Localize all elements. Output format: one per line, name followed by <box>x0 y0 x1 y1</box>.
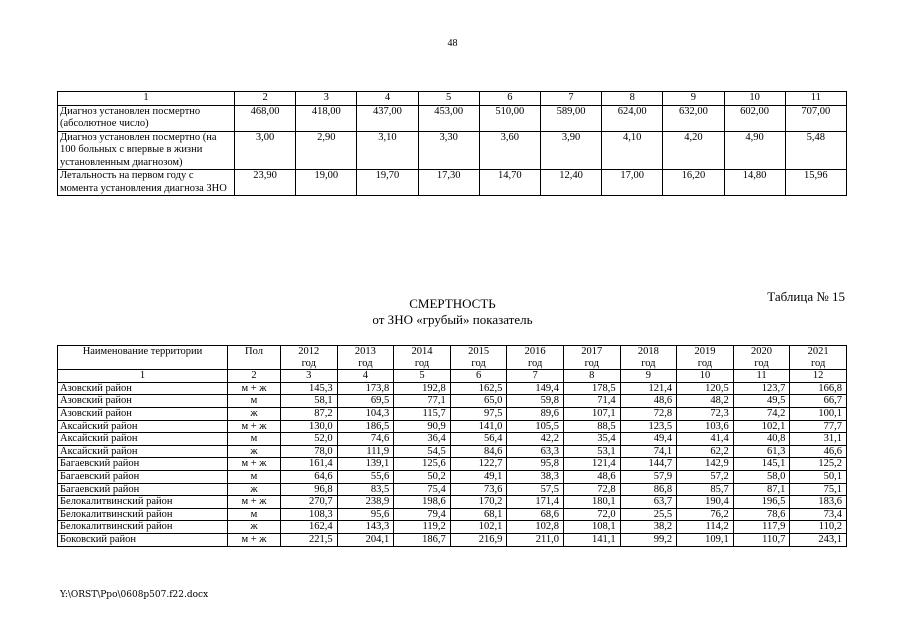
value-cell: 25,5 <box>620 508 677 521</box>
value-cell: 14,80 <box>724 170 785 196</box>
territory-cell: Аксайский район <box>58 420 228 433</box>
value-cell: 183,6 <box>790 496 847 509</box>
value-cell: 120,5 <box>677 382 734 395</box>
table-row <box>58 395 847 408</box>
value-cell: 66,7 <box>790 395 847 408</box>
value-cell: 108,3 <box>281 508 338 521</box>
value-cell: 57,9 <box>620 470 677 483</box>
header-year-suffix: год <box>414 357 430 369</box>
column-number-cell: 6 <box>450 370 507 383</box>
value-cell: 4,90 <box>724 131 785 170</box>
header-sex: Пол <box>228 346 281 370</box>
value-cell: 130,0 <box>281 420 338 433</box>
value-cell: 19,00 <box>296 170 357 196</box>
value-cell: 38,3 <box>507 470 564 483</box>
value-cell: 3,10 <box>357 131 418 170</box>
column-number-cell: 2 <box>235 92 296 106</box>
header-year <box>394 346 451 370</box>
value-cell: 72,3 <box>677 407 734 420</box>
value-cell: 123,7 <box>733 382 790 395</box>
value-cell: 125,6 <box>394 458 451 471</box>
value-cell: 86,8 <box>620 483 677 496</box>
table-row <box>58 496 847 509</box>
column-number-cell: 5 <box>394 370 451 383</box>
value-cell: 46,6 <box>790 445 847 458</box>
title-main: СМЕРТНОСТЬ <box>409 296 496 311</box>
column-number-cell: 9 <box>620 370 677 383</box>
value-cell: 3,00 <box>235 131 296 170</box>
value-cell: 111,9 <box>337 445 394 458</box>
value-cell: 77,1 <box>394 395 451 408</box>
territory-cell: Багаевский район <box>58 483 228 496</box>
territory-cell: Боковский район <box>58 533 228 546</box>
column-number-cell: 4 <box>337 370 394 383</box>
value-cell: 171,4 <box>507 496 564 509</box>
value-cell: 589,00 <box>540 105 601 131</box>
value-cell: 87,1 <box>733 483 790 496</box>
value-cell: 166,8 <box>790 382 847 395</box>
value-cell: 68,6 <box>507 508 564 521</box>
sex-cell: м <box>228 433 281 446</box>
territory-cell: Белокалитвинский район <box>58 521 228 534</box>
value-cell: 104,3 <box>337 407 394 420</box>
value-cell: 65,0 <box>450 395 507 408</box>
value-cell: 59,8 <box>507 395 564 408</box>
value-cell: 64,6 <box>281 470 338 483</box>
value-cell: 78,6 <box>733 508 790 521</box>
header-year-value: 2016 <box>524 346 546 357</box>
value-cell: 110,2 <box>790 521 847 534</box>
table-row <box>58 105 847 131</box>
value-cell: 102,1 <box>450 521 507 534</box>
header-year-value: 2015 <box>468 346 490 357</box>
territory-cell: Азовский район <box>58 395 228 408</box>
value-cell: 142,9 <box>677 458 734 471</box>
table-row <box>58 131 847 170</box>
value-cell: 63,3 <box>507 445 564 458</box>
table-row <box>58 407 847 420</box>
value-cell: 204,1 <box>337 533 394 546</box>
column-number-cell: 11 <box>733 370 790 383</box>
value-cell: 75,4 <box>394 483 451 496</box>
value-cell: 76,2 <box>677 508 734 521</box>
table-row <box>58 470 847 483</box>
column-number-cell: 1 <box>58 370 228 383</box>
table-title <box>0 296 905 328</box>
header-year-suffix: год <box>528 357 543 369</box>
value-cell: 14,70 <box>479 170 540 196</box>
value-cell: 139,1 <box>337 458 394 471</box>
value-cell: 97,5 <box>450 407 507 420</box>
row-label-cell: Диагноз установлен посмертно (на 100 больных с впервые в жизни установленным диагнозом) <box>58 131 235 170</box>
column-number-cell: 7 <box>507 370 564 383</box>
column-number-cell: 6 <box>479 92 540 106</box>
column-number-cell: 11 <box>785 92 846 106</box>
value-cell: 48,6 <box>620 395 677 408</box>
column-number-cell: 9 <box>663 92 724 106</box>
header-year-value: 2018 <box>637 346 659 357</box>
value-cell: 186,7 <box>394 533 451 546</box>
column-number-cell: 2 <box>228 370 281 383</box>
value-cell: 61,3 <box>733 445 790 458</box>
value-cell: 75,1 <box>790 483 847 496</box>
header-year-value: 2017 <box>581 346 603 357</box>
value-cell: 88,5 <box>563 420 620 433</box>
header-year-suffix: год <box>358 357 373 369</box>
mortality-numbering-row <box>58 370 847 383</box>
header-year <box>620 346 677 370</box>
header-year <box>450 346 507 370</box>
sex-cell: м + ж <box>228 496 281 509</box>
table-row <box>58 382 847 395</box>
value-cell: 55,6 <box>337 470 394 483</box>
value-cell: 211,0 <box>507 533 564 546</box>
value-cell: 186,5 <box>337 420 394 433</box>
territory-cell: Белокалитвинский район <box>58 508 228 521</box>
value-cell: 54,5 <box>394 445 451 458</box>
column-number-cell: 7 <box>540 92 601 106</box>
column-number-cell: 10 <box>677 370 734 383</box>
value-cell: 162,4 <box>281 521 338 534</box>
value-cell: 95,6 <box>337 508 394 521</box>
value-cell: 468,00 <box>235 105 296 131</box>
header-year-suffix: год <box>471 357 486 369</box>
value-cell: 62,2 <box>677 445 734 458</box>
sex-cell: м + ж <box>228 420 281 433</box>
value-cell: 17,30 <box>418 170 479 196</box>
sex-cell: ж <box>228 445 281 458</box>
value-cell: 41,4 <box>677 433 734 446</box>
value-cell: 453,00 <box>418 105 479 131</box>
value-cell: 79,4 <box>394 508 451 521</box>
row-label-cell: Диагноз установлен посмертно (абсолютное число) <box>58 105 235 131</box>
value-cell: 198,6 <box>394 496 451 509</box>
value-cell: 141,0 <box>450 420 507 433</box>
value-cell: 83,5 <box>337 483 394 496</box>
table-row <box>58 420 847 433</box>
table-row <box>58 445 847 458</box>
value-cell: 105,5 <box>507 420 564 433</box>
header-year <box>563 346 620 370</box>
value-cell: 72,8 <box>620 407 677 420</box>
value-cell: 90,9 <box>394 420 451 433</box>
value-cell: 121,4 <box>620 382 677 395</box>
value-cell: 96,8 <box>281 483 338 496</box>
header-year-value: 2014 <box>411 346 433 357</box>
value-cell: 49,5 <box>733 395 790 408</box>
header-year-suffix: год <box>641 357 656 369</box>
value-cell: 49,4 <box>620 433 677 446</box>
sex-cell: м + ж <box>228 533 281 546</box>
title-subtitle: от ЗНО «грубый» показатель <box>372 312 533 327</box>
territory-cell: Багаевский район <box>58 458 228 471</box>
value-cell: 180,1 <box>563 496 620 509</box>
value-cell: 117,9 <box>733 521 790 534</box>
table-row <box>58 433 847 446</box>
value-cell: 4,20 <box>663 131 724 170</box>
column-number-cell: 5 <box>418 92 479 106</box>
value-cell: 143,3 <box>337 521 394 534</box>
value-cell: 149,4 <box>507 382 564 395</box>
value-cell: 243,1 <box>790 533 847 546</box>
territory-cell: Азовский район <box>58 407 228 420</box>
table-row <box>58 508 847 521</box>
value-cell: 3,30 <box>418 131 479 170</box>
column-number-cell: 3 <box>281 370 338 383</box>
value-cell: 510,00 <box>479 105 540 131</box>
value-cell: 58,0 <box>733 470 790 483</box>
value-cell: 109,1 <box>677 533 734 546</box>
value-cell: 114,2 <box>677 521 734 534</box>
value-cell: 71,4 <box>563 395 620 408</box>
territory-cell: Аксайский район <box>58 433 228 446</box>
value-cell: 78,0 <box>281 445 338 458</box>
mortality-header-row <box>58 346 847 370</box>
table-row <box>58 483 847 496</box>
value-cell: 48,6 <box>563 470 620 483</box>
value-cell: 100,1 <box>790 407 847 420</box>
value-cell: 196,5 <box>733 496 790 509</box>
value-cell: 42,2 <box>507 433 564 446</box>
value-cell: 437,00 <box>357 105 418 131</box>
value-cell: 5,48 <box>785 131 846 170</box>
value-cell: 418,00 <box>296 105 357 131</box>
continued-table <box>57 91 847 196</box>
footer-file-path: Y:\ORST\Ppo\0608p507.f22.docx <box>60 590 209 600</box>
sex-cell: м + ж <box>228 382 281 395</box>
table-row <box>58 533 847 546</box>
header-year-suffix: год <box>301 357 316 369</box>
value-cell: 103,6 <box>677 420 734 433</box>
value-cell: 170,2 <box>450 496 507 509</box>
value-cell: 68,1 <box>450 508 507 521</box>
header-year-value: 2020 <box>751 346 773 357</box>
header-year-suffix: год <box>584 357 599 369</box>
value-cell: 221,5 <box>281 533 338 546</box>
value-cell: 38,2 <box>620 521 677 534</box>
value-cell: 17,00 <box>602 170 663 196</box>
row-label-cell: Летальность на первом году с момента установления диагноза ЗНО <box>58 170 235 196</box>
value-cell: 192,8 <box>394 382 451 395</box>
value-cell: 16,20 <box>663 170 724 196</box>
territory-cell: Азовский район <box>58 382 228 395</box>
value-cell: 74,2 <box>733 407 790 420</box>
mortality-table <box>57 345 847 547</box>
territory-cell: Багаевский район <box>58 470 228 483</box>
value-cell: 50,1 <box>790 470 847 483</box>
value-cell: 624,00 <box>602 105 663 131</box>
value-cell: 58,1 <box>281 395 338 408</box>
value-cell: 57,5 <box>507 483 564 496</box>
value-cell: 49,1 <box>450 470 507 483</box>
sex-cell: ж <box>228 407 281 420</box>
header-year-suffix: год <box>697 357 713 369</box>
header-territory: Наименование территории <box>58 346 228 370</box>
sex-cell: ж <box>228 521 281 534</box>
value-cell: 85,7 <box>677 483 734 496</box>
value-cell: 216,9 <box>450 533 507 546</box>
value-cell: 119,2 <box>394 521 451 534</box>
page-number: 48 <box>447 38 458 49</box>
continued-table-header-row <box>58 92 847 106</box>
header-year <box>337 346 394 370</box>
value-cell: 162,5 <box>450 382 507 395</box>
table-number-label: Таблица № 15 <box>767 289 845 304</box>
column-number-cell: 12 <box>790 370 847 383</box>
value-cell: 48,2 <box>677 395 734 408</box>
value-cell: 74,6 <box>337 433 394 446</box>
value-cell: 56,4 <box>450 433 507 446</box>
column-number-cell: 10 <box>724 92 785 106</box>
value-cell: 77,7 <box>790 420 847 433</box>
value-cell: 40,8 <box>733 433 790 446</box>
value-cell: 50,2 <box>394 470 451 483</box>
value-cell: 108,1 <box>563 521 620 534</box>
sex-cell: м <box>228 470 281 483</box>
value-cell: 238,9 <box>337 496 394 509</box>
sex-cell: м <box>228 508 281 521</box>
value-cell: 145,3 <box>281 382 338 395</box>
header-year-suffix: год <box>754 357 769 369</box>
value-cell: 632,00 <box>663 105 724 131</box>
value-cell: 73,4 <box>790 508 847 521</box>
value-cell: 89,6 <box>507 407 564 420</box>
value-cell: 173,8 <box>337 382 394 395</box>
value-cell: 12,40 <box>540 170 601 196</box>
header-year <box>790 346 847 370</box>
territory-cell: Белокалитвинский район <box>58 496 228 509</box>
value-cell: 123,5 <box>620 420 677 433</box>
value-cell: 72,8 <box>563 483 620 496</box>
header-year-suffix: год <box>811 357 826 369</box>
value-cell: 122,7 <box>450 458 507 471</box>
sex-cell: м <box>228 395 281 408</box>
value-cell: 190,4 <box>677 496 734 509</box>
value-cell: 84,6 <box>450 445 507 458</box>
value-cell: 102,8 <box>507 521 564 534</box>
value-cell: 115,7 <box>394 407 451 420</box>
column-number-cell: 1 <box>58 92 235 106</box>
value-cell: 63,7 <box>620 496 677 509</box>
value-cell: 270,7 <box>281 496 338 509</box>
value-cell: 31,1 <box>790 433 847 446</box>
value-cell: 53,1 <box>563 445 620 458</box>
value-cell: 73,6 <box>450 483 507 496</box>
value-cell: 178,5 <box>563 382 620 395</box>
header-year-value: 2012 <box>298 346 320 357</box>
header-year-value: 2019 <box>694 346 716 357</box>
value-cell: 161,4 <box>281 458 338 471</box>
value-cell: 4,10 <box>602 131 663 170</box>
sex-cell: ж <box>228 483 281 496</box>
value-cell: 15,96 <box>785 170 846 196</box>
sex-cell: м + ж <box>228 458 281 471</box>
value-cell: 99,2 <box>620 533 677 546</box>
table-row <box>58 521 847 534</box>
table-row <box>58 458 847 471</box>
value-cell: 57,2 <box>677 470 734 483</box>
value-cell: 602,00 <box>724 105 785 131</box>
value-cell: 145,1 <box>733 458 790 471</box>
value-cell: 95,8 <box>507 458 564 471</box>
value-cell: 121,4 <box>563 458 620 471</box>
territory-cell: Аксайский район <box>58 445 228 458</box>
value-cell: 144,7 <box>620 458 677 471</box>
value-cell: 2,90 <box>296 131 357 170</box>
header-year-value: 2021 <box>807 346 829 357</box>
value-cell: 36,4 <box>394 433 451 446</box>
header-year <box>733 346 790 370</box>
column-number-cell: 3 <box>296 92 357 106</box>
value-cell: 125,2 <box>790 458 847 471</box>
column-number-cell: 8 <box>563 370 620 383</box>
value-cell: 19,70 <box>357 170 418 196</box>
value-cell: 72,0 <box>563 508 620 521</box>
value-cell: 3,90 <box>540 131 601 170</box>
value-cell: 707,00 <box>785 105 846 131</box>
value-cell: 69,5 <box>337 395 394 408</box>
header-year-value: 2013 <box>354 346 376 357</box>
value-cell: 110,7 <box>733 533 790 546</box>
value-cell: 23,90 <box>235 170 296 196</box>
column-number-cell: 8 <box>602 92 663 106</box>
header-year <box>507 346 564 370</box>
value-cell: 87,2 <box>281 407 338 420</box>
value-cell: 107,1 <box>563 407 620 420</box>
column-number-cell: 4 <box>357 92 418 106</box>
value-cell: 141,1 <box>563 533 620 546</box>
header-year <box>677 346 734 370</box>
value-cell: 102,1 <box>733 420 790 433</box>
table-row <box>58 170 847 196</box>
value-cell: 74,1 <box>620 445 677 458</box>
value-cell: 35,4 <box>563 433 620 446</box>
value-cell: 52,0 <box>281 433 338 446</box>
header-year <box>281 346 338 370</box>
value-cell: 3,60 <box>479 131 540 170</box>
